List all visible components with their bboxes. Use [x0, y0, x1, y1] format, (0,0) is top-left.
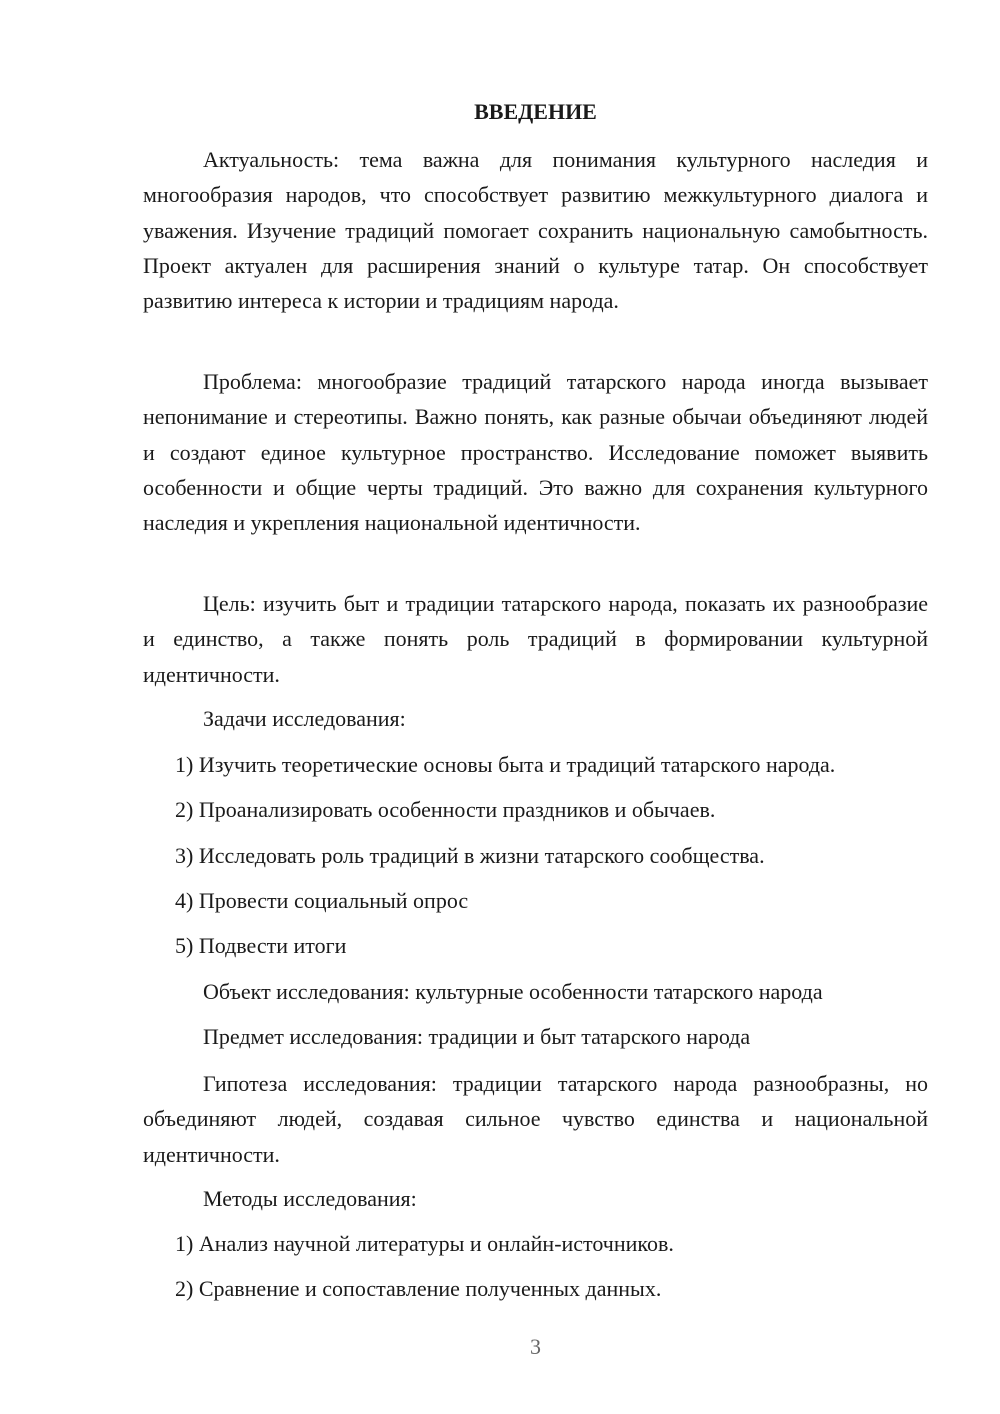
method-item: 1) Анализ научной литературы и онлайн-источников.: [175, 1231, 674, 1256]
methods-heading: Методы исследования:: [203, 1186, 417, 1211]
task-item: 5) Подвести итоги: [175, 933, 347, 958]
page-number: 3: [530, 1334, 541, 1359]
section-title: ВВЕДЕНИЕ: [474, 99, 597, 124]
goal-paragraph: Цель: изучить быт и традиции татарского народа, показать их разнообразие и единство, а также понять роль традиций в формировании культурной идентичности.: [143, 591, 928, 687]
task-item: 3) Исследовать роль традиций в жизни татарского сообщества.: [175, 843, 765, 868]
task-item: 1) Изучить теоретические основы быта и традиций татарского народа.: [175, 752, 836, 777]
method-item: 2) Сравнение и сопоставление полученных данных.: [175, 1276, 662, 1301]
problem-paragraph: Проблема: многообразие традиций татарского народа иногда вызывает непонимание и стереотипы. Важно понять, как разные обычаи объединяют людей и создают единое культурное пространство. Исследование поможет выявить особенности и общие черты традиций. Это важно для сохранения культурного наследия и укрепления национальной идентичности.: [143, 369, 928, 536]
tasks-heading: Задачи исследования:: [203, 706, 406, 731]
research-object: Объект исследования: культурные особенности татарского народа: [203, 979, 823, 1004]
task-item: 2) Проанализировать особенности праздников и обычаев.: [175, 797, 716, 822]
research-subject: Предмет исследования: традиции и быт татарского народа: [203, 1024, 751, 1049]
task-item: 4) Провести социальный опрос: [175, 888, 469, 913]
relevance-paragraph: Актуальность: тема важна для понимания культурного наследия и многообразия народов, что способствует развитию межкультурного диалога и уважения. Изучение традиций помогает сохранить национальную самобытность. Проект актуален для расширения знаний о культуре татар. Он способствует развитию интереса к истории и традициям народа.: [143, 147, 928, 314]
hypothesis-paragraph: Гипотеза исследования: традиции татарского народа разнообразны, но объединяют людей, создавая сильное чувство единства и национальной идентичности.: [143, 1071, 928, 1167]
